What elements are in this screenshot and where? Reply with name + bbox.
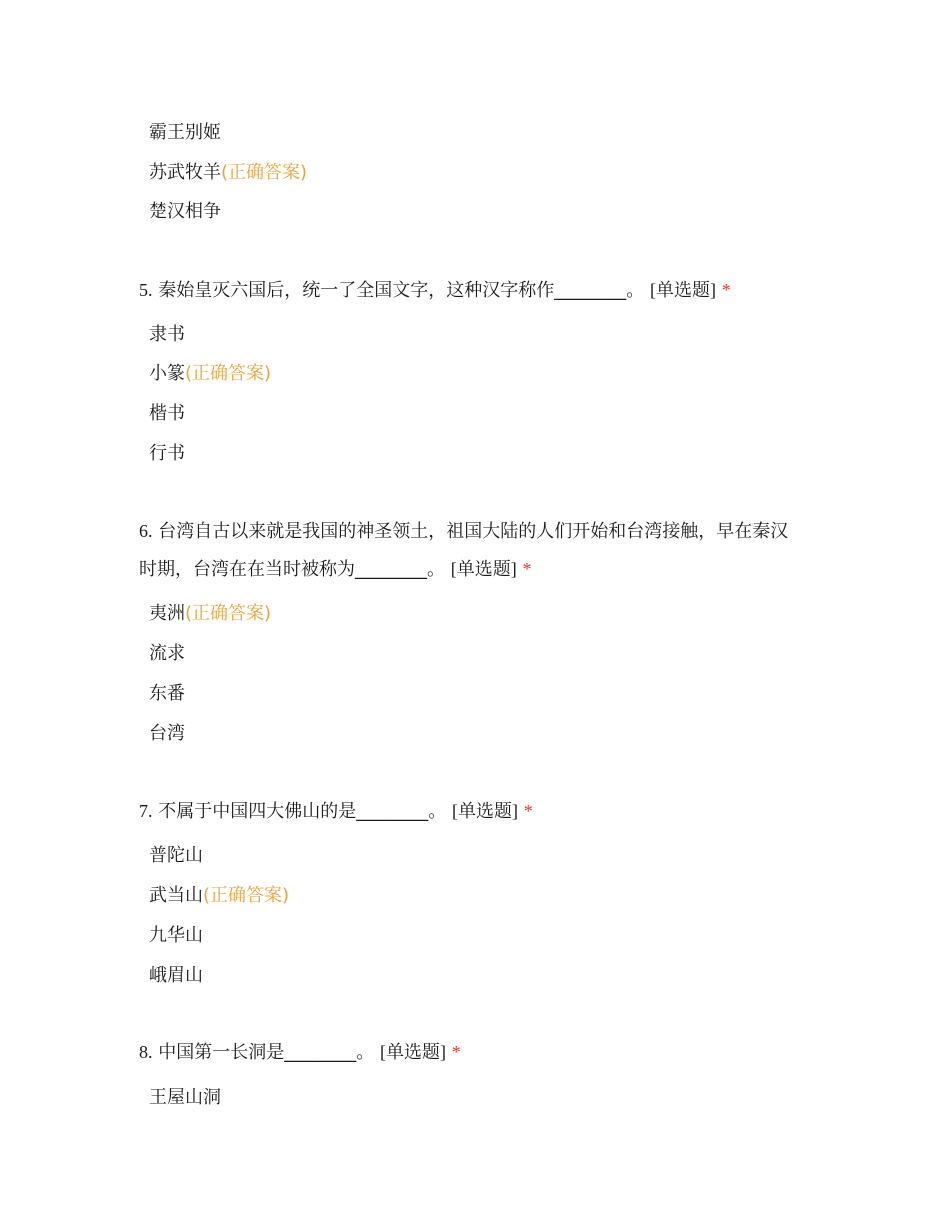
question-type-label: [单选题] [379,1042,446,1062]
question-text: 台湾自古以来就是我国的神圣领土，祖国大陆的人们开始和台湾接触，早在秦汉 [158,521,789,542]
option-item[interactable] [149,324,185,346]
option-item[interactable] [149,683,185,705]
question-6-title-line-1 [139,520,788,543]
option-item[interactable] [149,443,185,465]
question-text: 不属于中国四大佛山的是________。 [158,801,447,822]
option-item[interactable] [149,845,203,867]
option-text: 苏武牧羊 [149,162,221,183]
option-text: 流求 [149,643,185,664]
option-item[interactable] [149,201,221,223]
correct-answer-mark: (正确答案) [221,162,308,183]
option-item-correct[interactable] [149,885,289,907]
question-type-label: [单选题] [450,559,517,579]
option-item[interactable] [149,925,203,947]
correct-answer-mark: (正确答案) [203,885,290,906]
question-6-title-line-2 [139,558,531,581]
correct-answer-mark: (正确答案) [185,603,272,624]
question-text: 秦始皇灭六国后，统一了全国文字，这种汉字称作________。 [158,280,645,301]
required-asterisk: * [451,1042,461,1062]
required-asterisk: * [523,801,533,821]
required-asterisk: * [522,559,532,579]
question-7-title [139,800,533,823]
question-text: 中国第一长洞是________。 [158,1042,375,1063]
option-item[interactable] [149,122,221,144]
option-item[interactable] [149,723,185,745]
question-text: 时期，台湾在在当时被称为________。 [139,559,445,580]
option-item[interactable] [149,643,185,665]
question-type-label: [单选题] [451,801,518,821]
question-number: 7. [139,801,153,821]
option-text: 行书 [149,443,185,464]
option-item[interactable] [149,965,203,987]
option-item-correct[interactable] [149,603,271,625]
option-text: 台湾 [149,723,185,744]
option-text: 武当山 [149,885,203,906]
option-item[interactable] [149,403,185,425]
option-text: 王屋山洞 [149,1087,221,1108]
option-item[interactable] [149,1087,221,1109]
option-text: 小篆 [149,363,185,384]
option-text: 楷书 [149,403,185,424]
question-number: 5. [139,280,153,300]
option-text: 隶书 [149,324,185,345]
option-item-correct[interactable] [149,363,271,385]
required-asterisk: * [721,280,731,300]
question-type-label: [单选题] [649,280,716,300]
correct-answer-mark: (正确答案) [185,363,272,384]
option-text: 夷洲 [149,603,185,624]
option-text: 峨眉山 [149,965,203,986]
option-text: 楚汉相争 [149,201,221,222]
question-number: 6. [139,521,153,541]
question-8-title [139,1041,461,1064]
option-text: 九华山 [149,925,203,946]
option-text: 霸王别姬 [149,122,221,143]
question-5-title [139,279,731,302]
question-number: 8. [139,1042,153,1062]
option-text: 东番 [149,683,185,704]
option-item-correct[interactable] [149,162,307,184]
option-text: 普陀山 [149,845,203,866]
